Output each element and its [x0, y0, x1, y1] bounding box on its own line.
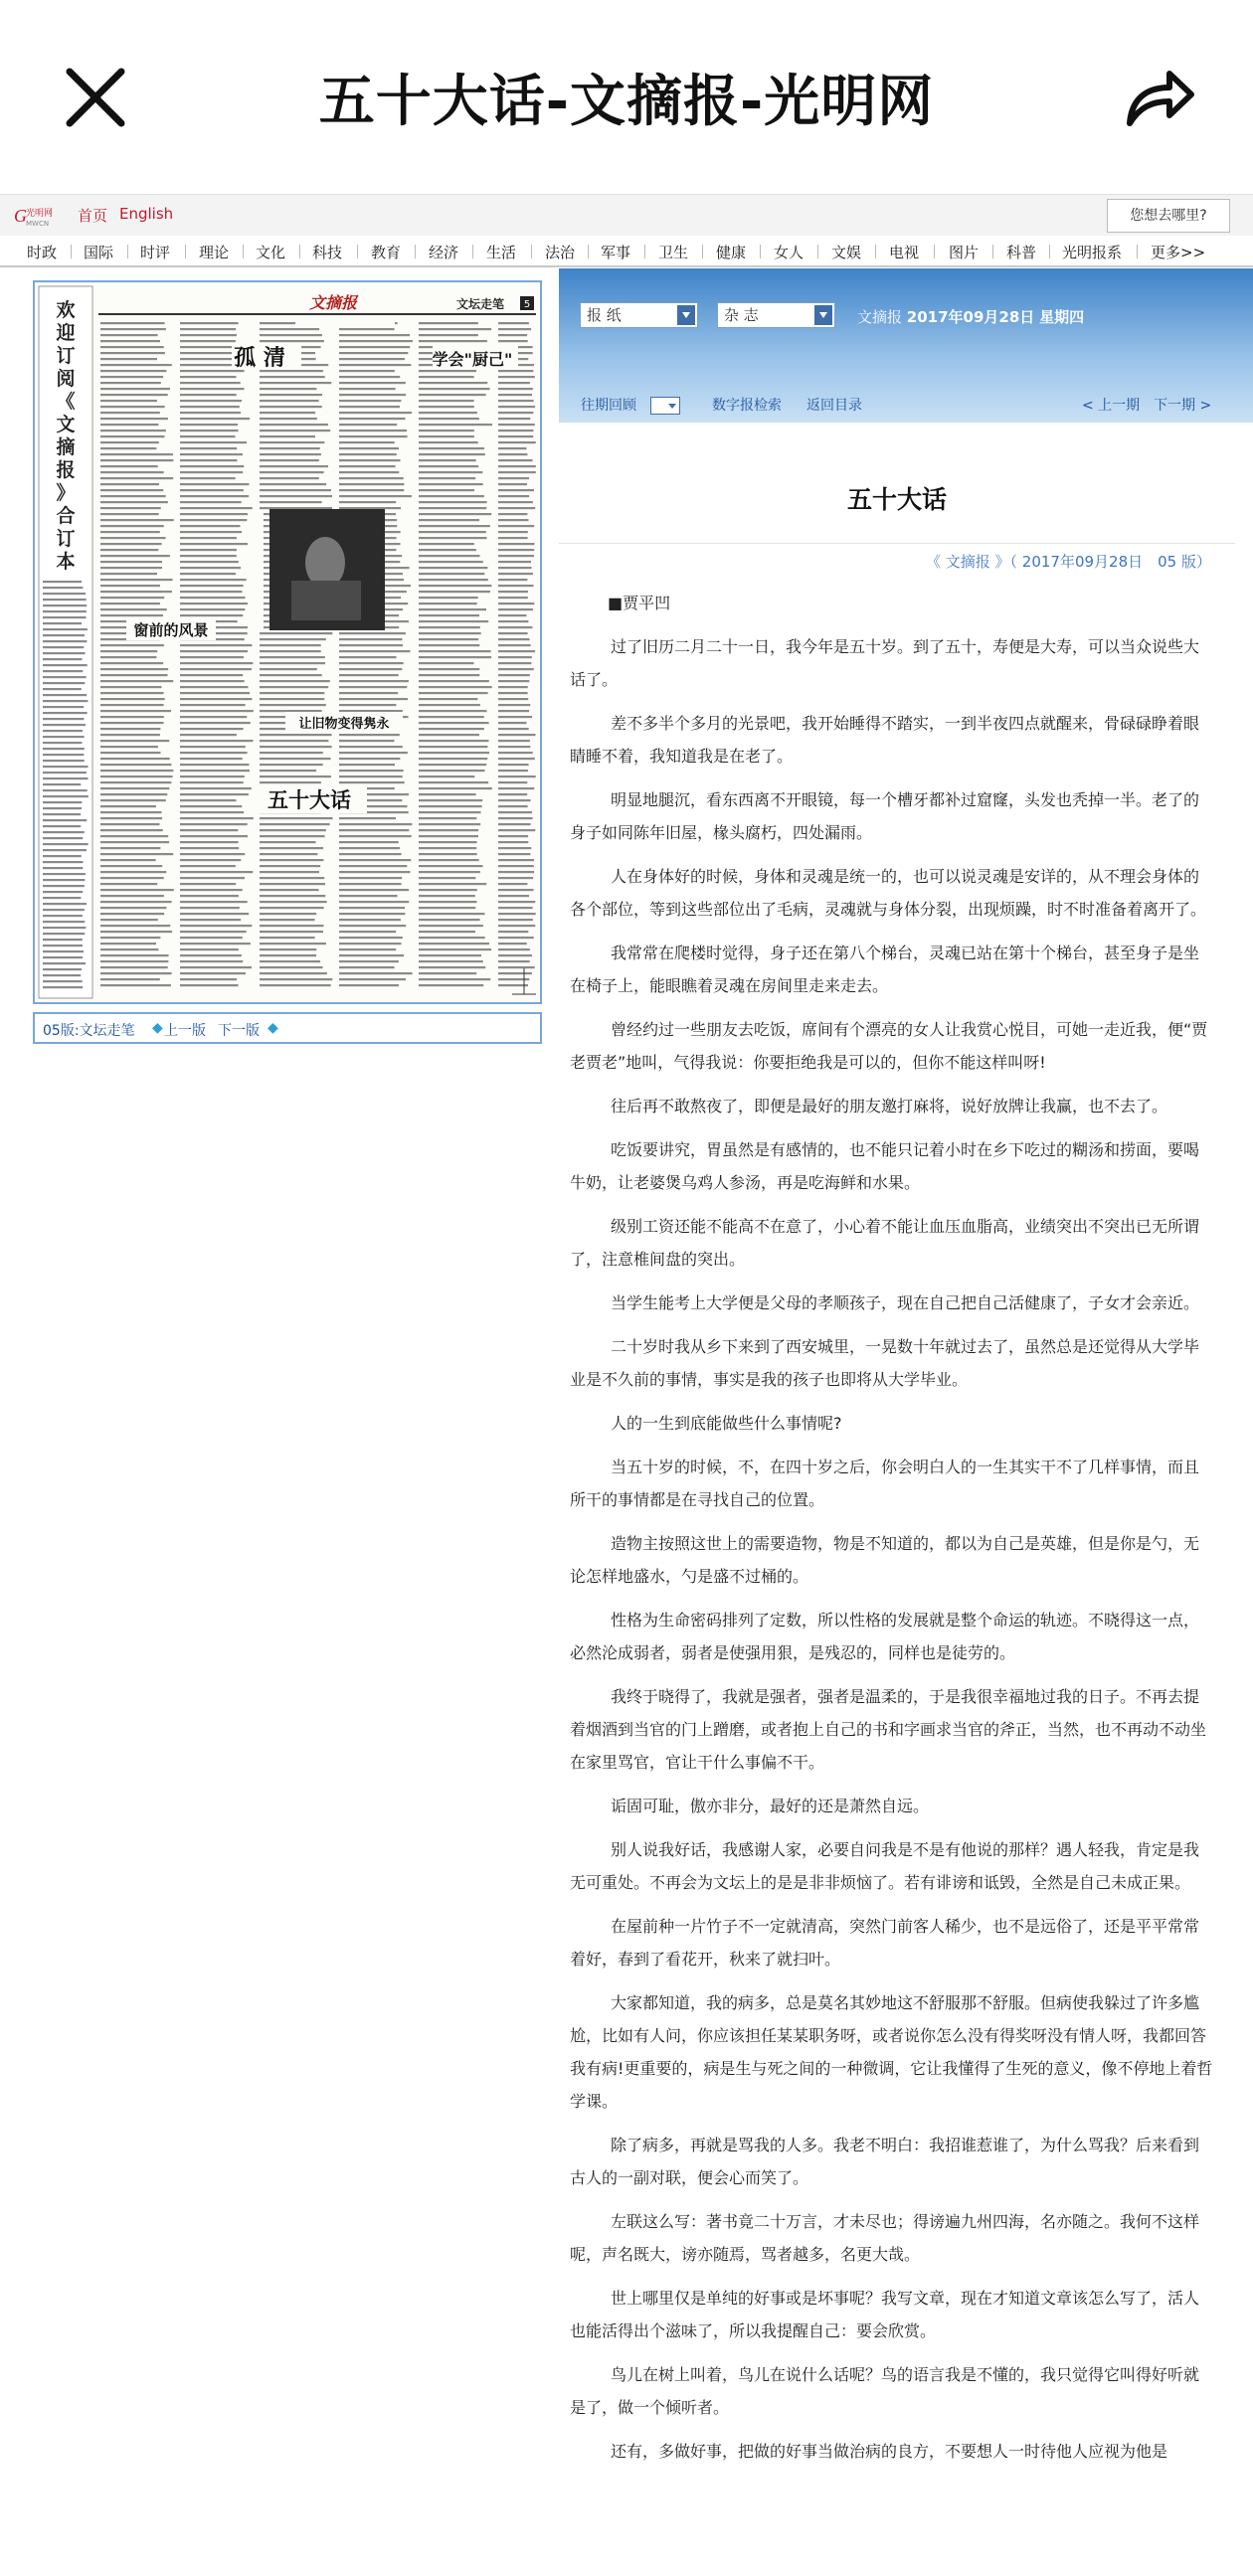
site-search-input[interactable]: 您想去哪里?	[1107, 199, 1230, 233]
nav-divider	[127, 245, 128, 258]
paper-select[interactable]	[580, 302, 698, 328]
nav-item[interactable]: 理论	[199, 244, 230, 261]
site-logo[interactable]	[14, 203, 72, 229]
article-paragraph: 诟固可耻，傲亦非分，最好的还是萧然自远。	[611, 1797, 930, 1815]
nav-item[interactable]: 教育	[371, 244, 402, 261]
nav-item[interactable]: 图片	[949, 244, 980, 261]
issue-date-value: 2017年09月28日	[906, 308, 1035, 326]
nav-divider	[299, 245, 300, 258]
article-paragraph: 别人说我好话，我感谢人家，必要自问我是不是有他说的那样？遇人轻我，肯定是我无可重处。不再会为文坛上的是是非非烦恼了。若有诽谤和诋毁，全然是自己未成正果。	[570, 1840, 1200, 1892]
nav-item[interactable]: 电视	[889, 244, 920, 261]
article-paragraph: 在屋前种一片竹子不一定就清高，突然门前客人稀少，也不是远俗了，还是平平常常着好，春到了看花开，秋来了就扫叶。	[570, 1917, 1200, 1969]
nav-item[interactable]: 女人	[774, 244, 805, 261]
article-paragraph: 除了病多，再就是骂我的人多。我老不明白：我招谁惹谁了，为什么骂我？后来看到古人的一副对联，便会心而笑了。	[570, 2136, 1200, 2187]
article-paragraph: 左联这么写：著书竟二十万言，才未尽也；得谤遍九州四海，名亦随之。我何不这样呢，声名既大，谤亦随焉，骂者越多，名更大哉。	[570, 2212, 1200, 2264]
newspaper-page-image[interactable]	[33, 280, 542, 1004]
issue-date	[857, 306, 1084, 327]
nav-divider	[760, 245, 761, 258]
nav-item[interactable]: 经济	[429, 244, 459, 261]
nav-item[interactable]: 法治	[545, 244, 576, 261]
headline-4[interactable]: 让旧物变得隽永	[298, 717, 390, 732]
english-link[interactable]: English	[119, 205, 174, 223]
nav-divider	[934, 245, 935, 258]
nav-divider	[1049, 245, 1050, 258]
nav-item[interactable]: 卫生	[658, 244, 689, 261]
nav-item[interactable]: 更多>>	[1151, 244, 1206, 261]
close-icon[interactable]	[60, 62, 131, 133]
nav-divider	[531, 245, 532, 258]
issue-dropdown[interactable]	[650, 397, 680, 415]
section-label: 文坛走笔	[455, 297, 505, 311]
past-issues-link[interactable]: 往期回顾	[581, 398, 636, 414]
diamond-icon: ◆	[268, 1020, 278, 1036]
article-paragraph: 级别工资还能不能高不在意了，小心着不能让血压血脂高，业绩突出不突出已无所谓了，注意椎间盘的突出。	[570, 1217, 1200, 1269]
svg-text:MWCN: MWCN	[26, 220, 50, 228]
article-paragraph: 性格为生命密码排列了定数，所以性格的发展就是整个命运的轨迹。不晓得这一点，必然沦成弱者，弱者是使强用狠，是残忍的，同样也是徒劳的。	[570, 1611, 1200, 1662]
nav-item[interactable]: 文化	[256, 244, 286, 261]
article-body	[570, 630, 1213, 2479]
article-paragraph: 世上哪里仅是单纯的好事或是坏事呢？我写文章，现在才知道文章该怎么写了，活人也能活得出个滋味了，所以我提醒自己：要会欣赏。	[570, 2289, 1200, 2340]
nav-divider	[702, 245, 703, 258]
article-author: ■贾平凹	[608, 594, 671, 612]
nav-item[interactable]: 时政	[27, 244, 58, 261]
back-to-toc-link[interactable]: 返回目录	[806, 398, 862, 414]
article-paragraph: 当五十岁的时候，不，在四十岁之后，你会明白人的一生其实干不了几样事情，而且所干的事情都是在寻找自己的位置。	[570, 1458, 1200, 1509]
article-paragraph: 人在身体好的时候，身体和灵魂是统一的，也可以说灵魂是安详的，从不理会身体的各个部位，等到这些部位出了毛病，灵魂就与身体分裂，出现烦躁，时不时准备着离开了。	[570, 867, 1207, 919]
prev-edition-link[interactable]: 上一版	[164, 1023, 206, 1039]
article-paragraph: 过了旧历二月二十一日，我今年是五十岁。到了五十，寿便是大寿，可以当众说些大话了。	[570, 637, 1200, 689]
nav-item[interactable]: 科普	[1006, 244, 1037, 261]
article-paragraph: 二十岁时我从乡下来到了西安城里，一晃数十年就过去了，虽然总是还觉得从大学毕业是不久前的事情，事实是我的孩子也即将从大学毕业。	[570, 1337, 1200, 1389]
article-paragraph: 往后再不敢熬夜了，即便是最好的朋友邀打麻将，说好放牌让我赢，也不去了。	[611, 1097, 1168, 1116]
headline-5[interactable]: 五十大话	[268, 787, 351, 812]
nav-divider	[817, 245, 818, 258]
article-paragraph: 鸟儿在树上叫着，鸟儿在说什么话呢？鸟的语言我是不懂的，我只觉得它叫得好听就是了，做一个倾听者。	[570, 2365, 1200, 2417]
nav-item[interactable]: 军事	[601, 244, 631, 261]
page-title: 五十大话-文摘报-光明网	[318, 70, 935, 134]
chevron-down-icon	[814, 305, 832, 325]
article-paragraph: 我常常在爬楼时觉得，身子还在第八个梯台，灵魂已站在第十个梯台，甚至身子是坐在椅子上，能眼瞧着灵魂在房间里走来走去。	[570, 944, 1200, 995]
current-edition[interactable]: 05版:文坛走笔	[43, 1023, 135, 1039]
next-edition-link[interactable]: 下一版	[218, 1023, 260, 1039]
nav-item[interactable]: 光明报系	[1062, 244, 1123, 261]
svg-text:光明网: 光明网	[26, 209, 54, 219]
nav-item[interactable]: 科技	[312, 244, 343, 261]
article-paragraph: 造物主按照这世上的需要造物，物是不知道的，都以为自己是英雄，但是你是勺，无论怎样地盛水，勺是盛不过桶的。	[570, 1534, 1200, 1586]
issue-weekday: 星期四	[1039, 308, 1085, 326]
newspaper-page-svg	[35, 282, 540, 1002]
nav-divider	[875, 245, 876, 258]
site-header	[0, 194, 1253, 236]
nav-divider	[644, 245, 645, 258]
nav-divider	[185, 245, 186, 258]
next-issue-link[interactable]: 下一期 >	[1154, 398, 1212, 414]
article-paragraph: 大家都知道，我的病多，总是莫名其妙地这不舒服那不舒服。但病使我躲过了许多尴尬，比如有人问，你应该担任某某职务呀，或者说你怎么没有得奖呀没有情人呀，我都回答我有病!更重要的，病是生与死之间的一种微调，它让我懂得了生死的意义，像不停地上着哲学课。	[570, 1993, 1213, 2111]
divider	[559, 543, 1235, 544]
nav-divider	[992, 245, 993, 258]
side-banner-text: 欢迎订阅《文摘报》合订本	[56, 299, 76, 573]
article-source[interactable]: 《 文摘报 》（ 2017年09月28日 05 版）	[925, 553, 1211, 571]
nav-divider	[71, 245, 72, 258]
article-paragraph: 差不多半个多月的光景吧，我开始睡得不踏实，一到半夜四点就醒来，骨碌碌睁着眼睛睡不着，我知道我是在老了。	[570, 714, 1200, 766]
edition-bar	[33, 1012, 542, 1044]
article-title: 五十大话	[846, 485, 947, 514]
nav-item[interactable]: 国际	[84, 244, 114, 261]
nav-item[interactable]: 健康	[716, 244, 747, 261]
digital-search-link[interactable]: 数字报检索	[712, 398, 782, 414]
article-paragraph: 当学生能考上大学便是父母的孝顺孩子，现在自己把自己活健康了，子女才会亲近。	[611, 1293, 1200, 1312]
article-paragraph: 曾经约过一些朋友去吃饭，席间有个漂亮的女人让我赏心悦目，可她一走近我，便“贾老贾老”地叫，气得我说：你要拒绝我是可以的，但你不能这样叫呀!	[570, 1020, 1208, 1072]
paper-name: 文摘报	[857, 308, 903, 326]
diamond-icon: ◆	[152, 1020, 163, 1036]
channel-nav	[0, 236, 1253, 267]
paper-select-value: 报 纸	[587, 306, 622, 324]
headline-1[interactable]: 孤 清	[234, 345, 285, 371]
nav-item[interactable]: 时评	[140, 244, 171, 261]
nav-divider	[1137, 245, 1138, 258]
nav-divider	[357, 245, 358, 258]
magazine-select[interactable]	[717, 302, 835, 328]
headline-3[interactable]: 窗前的风景	[133, 621, 209, 639]
nav-divider	[243, 245, 244, 258]
chevron-down-icon	[677, 305, 695, 325]
nav-divider	[472, 245, 473, 258]
page-number: 5	[523, 299, 531, 310]
nav-divider	[588, 245, 589, 258]
masthead: 文摘报	[308, 293, 358, 312]
nav-divider	[415, 245, 416, 258]
share-icon[interactable]	[1122, 62, 1197, 131]
prev-issue-link[interactable]: < 上一期	[1082, 398, 1141, 414]
nav-item[interactable]: 生活	[486, 244, 517, 261]
article-paragraph: 还有，多做好事，把做的好事当做治病的良方，不要想人一时待他人应视为他是	[611, 2442, 1168, 2461]
svg-text:G: G	[14, 206, 27, 226]
article-paragraph: 吃饭要讲究，胃虽然是有感情的，也不能只记着小时在乡下吃过的糊汤和捞面，要喝牛奶，让老婆煲乌鸡人参汤，再是吃海鲜和水果。	[570, 1140, 1200, 1192]
article-paragraph: 我终于晓得了，我就是强者，强者是温柔的，于是我很幸福地过我的日子。不再去提着烟酒到当官的门上蹭磨，或者抱上自己的书和字画求当官的斧正，当然，也不再动不动坐在家里骂官，官让干什么事偏不干。	[570, 1687, 1207, 1772]
home-link[interactable]: 首页	[78, 207, 108, 225]
article-paragraph: 明显地腿沉，看东西离不开眼镜，每一个槽牙都补过窟窿，头发也秃掉一半。老了的身子如同陈年旧屋，椽头腐朽，四处漏雨。	[570, 790, 1200, 842]
app-bar	[0, 0, 1253, 194]
magazine-select-value: 杂 志	[724, 306, 759, 324]
headline-2[interactable]: 学会"厨己"	[432, 350, 513, 369]
article-paragraph: 人的一生到底能做些什么事情呢?	[611, 1414, 842, 1433]
nav-item[interactable]: 文娱	[831, 244, 862, 261]
